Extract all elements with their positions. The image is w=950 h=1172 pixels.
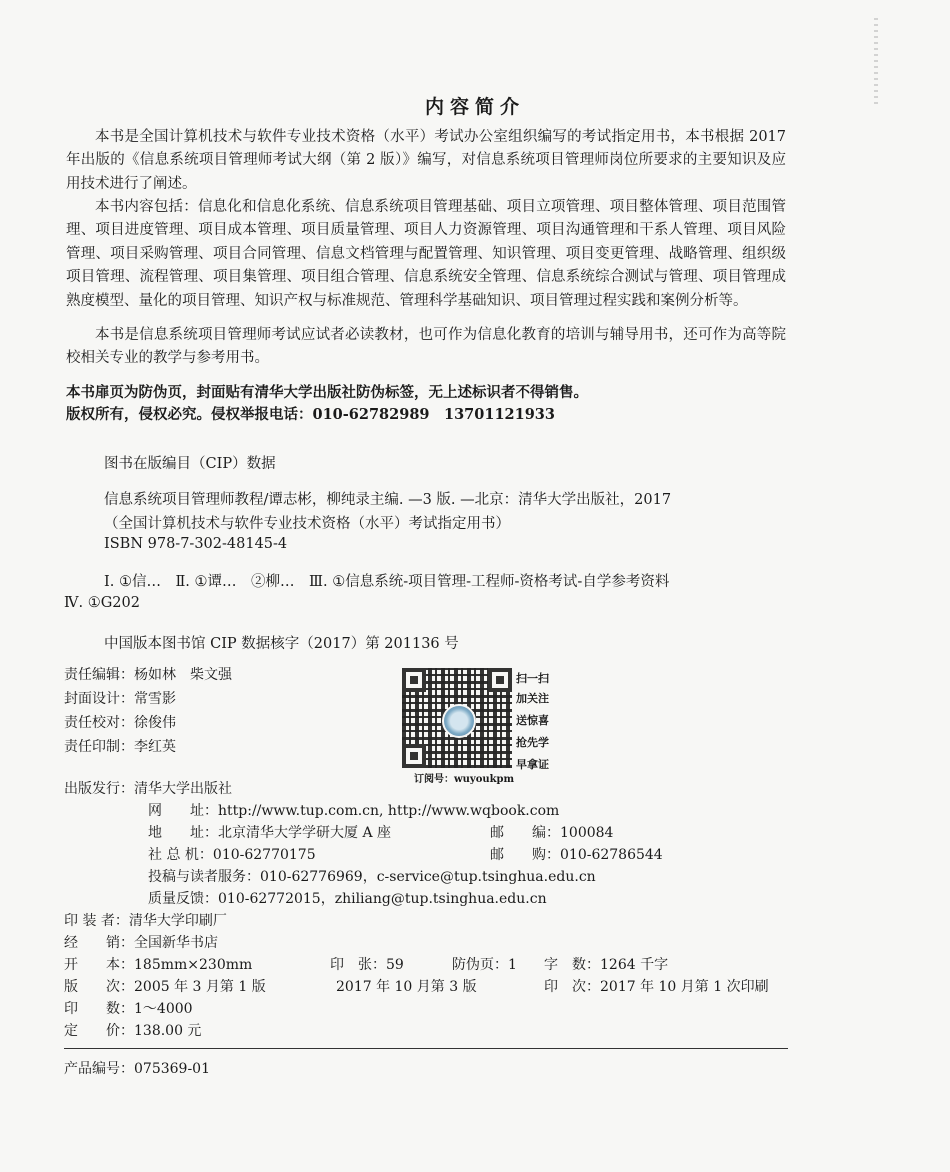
intro-paragraph-1: 本书是全国计算机技术与软件专业技术资格（水平）考试办公室组织编写的考试指定用书，本书根据 2017 年出版的《信息系统项目管理师考试大纲（第 2 版）》编写，对信息系统项目管理师岗位所要求的主要知识及应用技术进行了阐述。 — [66, 129, 786, 192]
edition-label: 版 次： — [64, 979, 134, 995]
credit-label: 责任校对： — [64, 715, 134, 731]
copies-value: 1～4000 — [134, 1001, 193, 1017]
cip-library-number: 中国版本图书馆 CIP 数据核字（2017）第 201136 号 — [104, 636, 459, 652]
sheets-value: 59 — [386, 957, 404, 973]
scan-edge-mark — [874, 14, 878, 104]
qr-logo-icon — [442, 704, 476, 738]
page-title: 内容简介 — [424, 96, 525, 118]
publisher-name: 清华大学出版社 — [134, 781, 232, 797]
qr-side-text: 抢先学 — [516, 736, 549, 749]
printer-value: 清华大学印刷厂 — [128, 913, 227, 929]
quality-label: 质量反馈： — [148, 891, 218, 907]
format-value: 185mm×230mm — [134, 957, 253, 973]
qr-finder-icon — [402, 668, 426, 692]
words-row — [544, 954, 668, 974]
printer-row — [64, 910, 227, 930]
publisher-row — [64, 778, 232, 798]
switchboard-value: 010-62770175 — [212, 847, 316, 863]
intro-paragraph-3: 本书是信息系统项目管理师考试应试者必读教材，也可作为信息化教育的培训与辅导用书，还可作为高等院校相关专业的教学与参考用书。 — [66, 327, 786, 367]
postcode-value: 100084 — [560, 825, 614, 841]
antifake-row — [452, 954, 517, 974]
antifake-value: 1 — [508, 957, 517, 973]
qr-side-text: 扫一扫 — [516, 672, 549, 685]
impression-value: 2017 年 10 月第 1 次印刷 — [600, 979, 769, 995]
qr-finder-icon — [488, 668, 512, 692]
mail-order-label: 邮 购： — [490, 847, 560, 863]
website-row — [148, 800, 559, 820]
credit-value: 常雪影 — [134, 691, 176, 707]
sheets-label: 印 张： — [330, 957, 386, 973]
website-label: 网 址： — [148, 803, 218, 819]
cip-heading: 图书在版编目（CIP）数据 — [104, 456, 276, 472]
distributor-label: 经 销： — [64, 935, 134, 951]
postcode-row — [490, 822, 613, 842]
credit-row — [64, 712, 176, 732]
qr-finder-icon — [402, 744, 426, 768]
credit-row — [64, 664, 232, 684]
website-value: http://www.tup.com.cn, http://www.wqbook.com — [218, 803, 560, 819]
mail-order-row — [490, 844, 663, 864]
format-row — [64, 954, 252, 974]
copies-row — [64, 998, 193, 1018]
price-row — [64, 1020, 201, 1040]
cip-classification: Ⅰ. ①信… Ⅱ. ①谭… ②柳… Ⅲ. ①信息系统-项目管理-工程师-资格考试-自学参考资料 — [104, 574, 670, 590]
mail-order-value: 010-62786544 — [560, 847, 663, 863]
intro-paragraph-2: 本书内容包括：信息化和信息化系统、信息系统项目管理基础、项目立项管理、项目整体管理、项目范围管理、项目进度管理、项目成本管理、项目质量管理、项目人力资源管理、项目沟通管理和干系人管理、项目风险管理、项目采购管理、项目合同管理、信息文档管理与配置管理、知识管理、项目变更管理、战略管理、组织级项目管理、流程管理、项目集管理、项目组合管理、信息系统安全管理、信息系统综合测试与管理、项目管理成熟度模型、量化的项目管理、知识产权与标准规范、管理科学基础知识、项目管理过程实践和案例分析等。 — [66, 199, 786, 309]
product-number: 产品编号：075369-01 — [64, 1061, 210, 1077]
quality-value: 010-62772015，zhiliang@tup.tsinghua.edu.cn — [218, 891, 547, 907]
sheets-row — [330, 954, 404, 974]
format-label: 开 本： — [64, 957, 134, 973]
qr-code-icon — [402, 668, 512, 768]
copyright-notice: 版权所有，侵权必究。侵权举报电话：010-62782989 13701121933 — [66, 406, 555, 423]
service-value: 010-62776969，c-service@tup.tsinghua.edu.cn — [260, 869, 596, 885]
edition-first-value: 2005 年 3 月第 1 版 — [134, 979, 266, 995]
credit-label: 责任编辑： — [64, 667, 134, 683]
credit-row — [64, 736, 176, 756]
words-label: 字 数： — [544, 957, 600, 973]
cip-classification: Ⅳ. ①G202 — [64, 595, 140, 611]
address-value: 北京清华大学学研大厦 A 座 — [218, 825, 392, 841]
credit-value: 徐俊伟 — [134, 715, 176, 731]
quality-row — [148, 888, 547, 908]
address-label: 地 址： — [148, 825, 218, 841]
cip-record-line: （全国计算机技术与软件专业技术资格（水平）考试指定用书） — [104, 516, 510, 532]
service-label: 投稿与读者服务： — [148, 869, 260, 885]
credit-value: 杨如林 柴文强 — [134, 667, 232, 683]
publisher-label: 出版发行： — [64, 781, 134, 797]
cip-isbn: ISBN 978-7-302-48145-4 — [104, 536, 288, 552]
credit-value: 李红英 — [134, 739, 176, 755]
price-label: 定 价： — [64, 1023, 134, 1039]
switchboard-row — [148, 844, 316, 864]
postcode-label: 邮 编： — [490, 825, 560, 841]
distributor-row — [64, 932, 218, 952]
qr-side-text: 加关注 — [516, 692, 549, 705]
credit-label: 责任印制： — [64, 739, 134, 755]
switchboard-label: 社 总 机： — [148, 847, 213, 863]
service-row — [148, 866, 596, 886]
copies-label: 印 数： — [64, 1001, 134, 1017]
impression-row — [544, 976, 769, 996]
qr-side-text: 送惊喜 — [516, 714, 549, 727]
edition-third-value: 2017 年 10 月第 3 版 — [336, 979, 477, 995]
qr-side-text: 早拿证 — [516, 758, 549, 771]
antifake-label: 防伪页： — [452, 957, 508, 973]
cip-record-line: 信息系统项目管理师教程/谭志彬，柳纯录主编. —3 版. —北京：清华大学出版社，2017 — [104, 492, 672, 508]
words-value: 1264 千字 — [600, 957, 669, 973]
qr-account: 订阅号：wuyoukpm — [414, 774, 515, 785]
credit-label: 封面设计： — [64, 691, 134, 707]
impression-label: 印 次： — [544, 979, 600, 995]
address-row — [148, 822, 391, 842]
printer-label: 印 装 者： — [64, 913, 129, 929]
divider — [64, 1048, 788, 1049]
credit-row — [64, 688, 176, 708]
price-value: 138.00 元 — [134, 1023, 202, 1039]
anti-counterfeit-notice: 本书扉页为防伪页，封面贴有清华大学出版社防伪标签，无上述标识者不得销售。 — [66, 384, 588, 401]
distributor-value: 全国新华书店 — [134, 935, 218, 951]
edition-row — [64, 976, 266, 996]
